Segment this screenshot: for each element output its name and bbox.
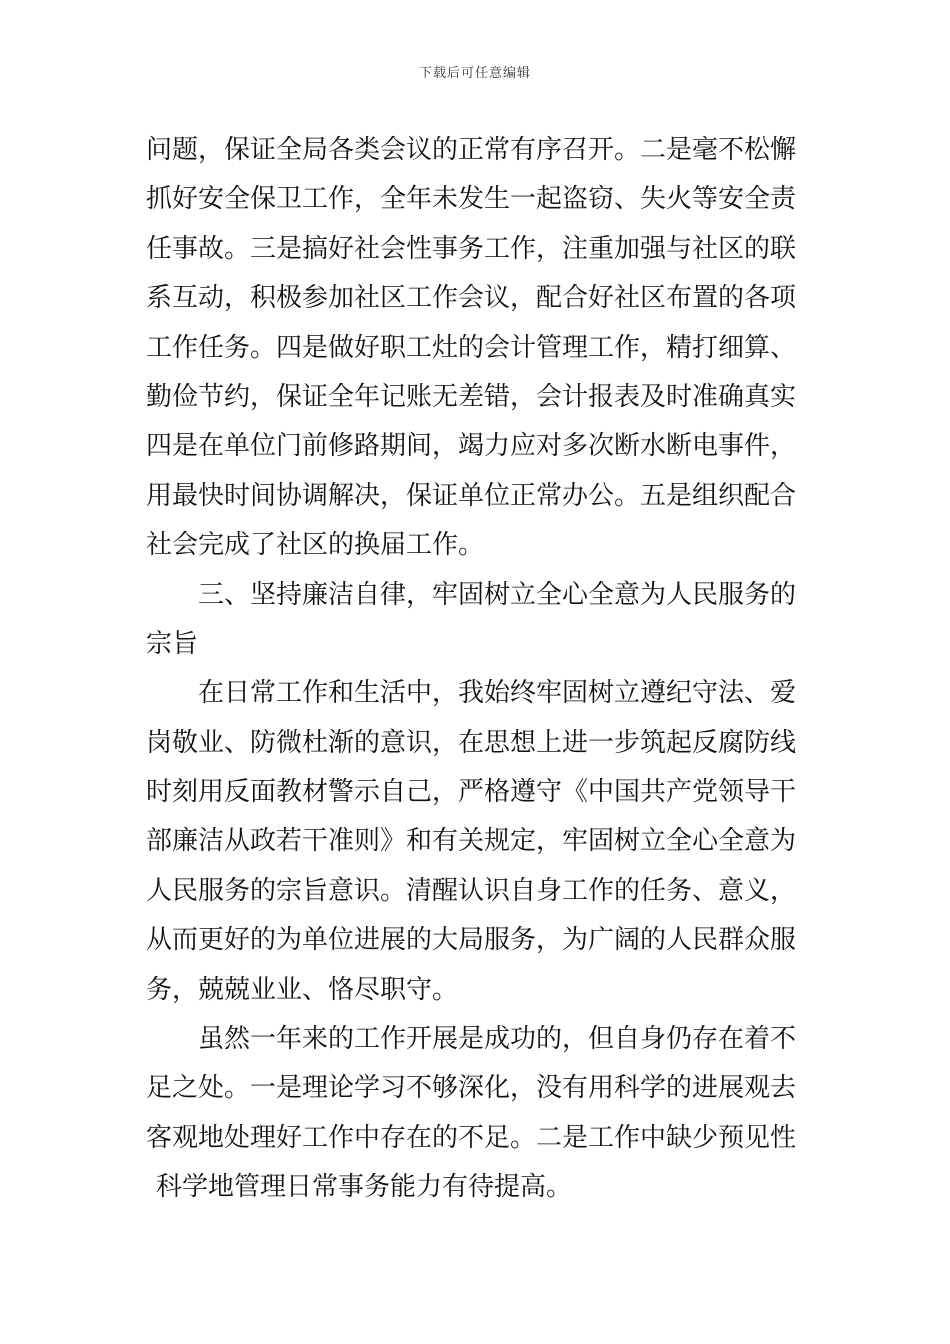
text-line: 任事故。三是搞好社会性事务工作，注重加强与社区的联: [146, 233, 797, 264]
text-line: 务，兢兢业业、恪尽职守。: [146, 974, 459, 1005]
text-line: 工作任务。四是做好职工灶的会计管理工作，精打细算、: [146, 332, 797, 363]
text-line: 用最快时间协调解决，保证单位正常办公。五是组织配合: [146, 480, 797, 511]
text-line: 从而更好的为单位进展的大局服务，为广阔的人民群众服: [146, 925, 797, 956]
text-line: 客观地处理好工作中存在的不足。二是工作中缺少预见性: [146, 1122, 797, 1153]
text-line: 四是在单位门前修路期间，竭力应对多次断水断电事件，: [146, 431, 797, 462]
document-body: [146, 126, 808, 1213]
text-line: 人民服务的宗旨意识。清醒认识自身工作的任务、意义，: [146, 875, 797, 906]
text-line: 在日常工作和生活中，我始终牢固树立遵纪守法、爱: [198, 678, 797, 709]
text-line: 勤俭节约，保证全年记账无差错，会计报表及时准确真实: [146, 381, 797, 412]
text-line: 部廉洁从政若干准则》和有关规定，牢固树立全心全意为: [146, 826, 797, 857]
text-line: 虽然一年来的工作开展是成功的，但自身仍存在着不: [198, 1024, 797, 1055]
section-heading-continued: 宗旨: [146, 628, 199, 659]
page-header: 下载后可任意编辑: [418, 66, 531, 81]
text-line: 抓好安全保卫工作，全年未发生一起盗窃、失火等安全责: [146, 184, 797, 215]
text-line: 岗敬业、防微杜渐的意识，在思想上进一步筑起反腐防线: [146, 727, 797, 758]
text-line: 问题，保证全局各类会议的正常有序召开。二是毫不松懈: [146, 135, 797, 165]
section-heading: 三、坚持廉洁自律，牢固树立全心全意为人民服务的: [198, 579, 797, 610]
text-line: 科学地管理日常事务能力有待提高。: [156, 1172, 573, 1203]
text-line: 系互动，积极参加社区工作会议，配合好社区布置的各项: [146, 283, 797, 314]
text-line: 时刻用反面教材警示自己，严格遵守《中国共产党领导干: [146, 777, 797, 808]
text-line: 社会完成了社区的换届工作。: [146, 530, 485, 561]
text-line: 足之处。一是理论学习不够深化，没有用科学的进展观去: [146, 1073, 797, 1104]
